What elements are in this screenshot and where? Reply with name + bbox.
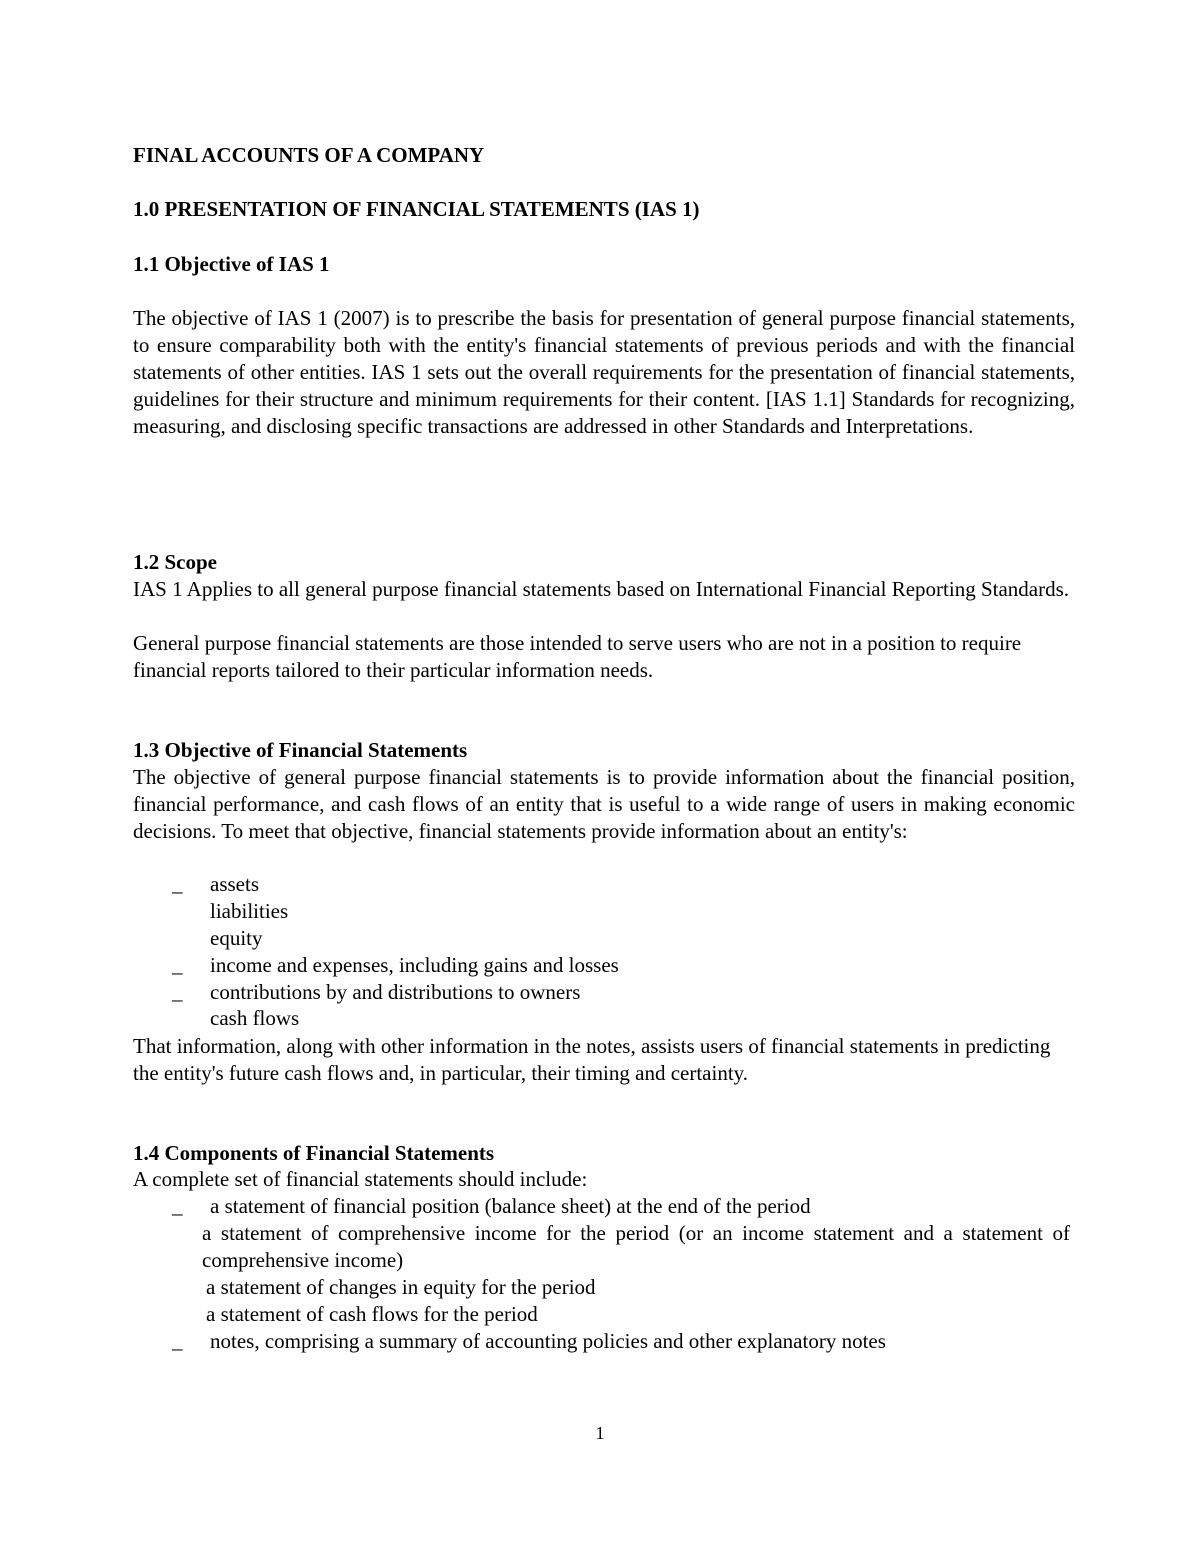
list-bullet: _ xyxy=(172,872,183,896)
section-1-4-intro: A complete set of financial statements should include: xyxy=(133,1167,588,1191)
list-item: a statement of comprehensive income for the period (or an income statement and a statement of comprehensive income) xyxy=(202,1221,1070,1272)
section-heading-1-3: 1.3 Objective of Financial Statements xyxy=(133,738,468,762)
list-item: liabilities xyxy=(210,899,289,923)
list-item: cash flows xyxy=(210,1006,300,1030)
section-heading-1-2: 1.2 Scope xyxy=(133,550,217,574)
section-heading-1-4: 1.4 Components of Financial Statements xyxy=(133,1141,495,1165)
list-item: equity xyxy=(210,926,263,950)
list-item: assets xyxy=(210,872,259,896)
document-title: FINAL ACCOUNTS OF A COMPANY xyxy=(133,143,485,167)
list-bullet: _ xyxy=(172,980,183,1004)
list-item: a statement of financial position (balance sheet) at the end of the period xyxy=(210,1194,811,1218)
list-item: notes, comprising a summary of accounting policies and other explanatory notes xyxy=(210,1329,886,1353)
section-1-2-paragraph-1: IAS 1 Applies to all general purpose financial statements based on International Financial Reporting Standards. xyxy=(133,577,1070,601)
list-bullet: _ xyxy=(172,1329,183,1353)
section-1-2-paragraph-2: General purpose financial statements are those intended to serve users who are not in a position to require financial reports tailored to their particular information needs. xyxy=(133,631,1022,682)
list-item: a statement of changes in equity for the period xyxy=(206,1275,596,1299)
section-1-3-closing: That information, along with other information in the notes, assists users of financial statements in predicting the entity's future cash flows and, in particular, their timing and certainty. xyxy=(133,1034,1051,1085)
list-bullet: _ xyxy=(172,1194,183,1218)
list-item: a statement of cash flows for the period xyxy=(206,1302,538,1326)
section-1-3-intro: The objective of general purpose financial statements is to provide information about the financial position, financial performance, and cash flows of an entity that is useful to a wide range of users in making economic decisions. To meet that objective, financial statements provide information about an entity's: xyxy=(133,765,1075,843)
list-item: contributions by and distributions to owners xyxy=(210,980,581,1004)
list-item: income and expenses, including gains and losses xyxy=(210,953,619,977)
page-number: 1 xyxy=(595,1423,605,1443)
section-heading-1-1: 1.1 Objective of IAS 1 xyxy=(133,252,330,276)
list-bullet: _ xyxy=(172,953,183,977)
section-1-1-paragraph: The objective of IAS 1 (2007) is to prescribe the basis for presentation of general purpose financial statements, to ensure comparability both with the entity's financial statements of previous periods and with the financial statements of other entities. IAS 1 sets out the overall requirements for the presentation of financial statements, guidelines for their structure and minimum requirements for their content. [IAS 1.1] Standards for recognizing, measuring, and disclosing specific transactions are addressed in other Standards and Interpretations. xyxy=(133,306,1075,438)
section-heading-1-0: 1.0 PRESENTATION OF FINANCIAL STATEMENTS (IAS 1) xyxy=(133,197,700,221)
